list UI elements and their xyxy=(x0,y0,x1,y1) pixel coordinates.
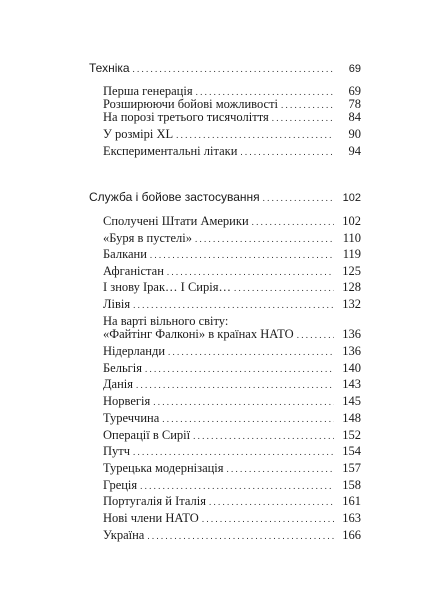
toc-entry-title: І знову Ірак… І Сирія… xyxy=(103,280,231,294)
toc-page-number: 125 xyxy=(342,264,361,278)
toc-page-number: 163 xyxy=(342,511,361,525)
toc-entry xyxy=(103,409,361,427)
toc-entry-title: Лівія xyxy=(103,297,131,311)
toc-entry-title: Греція xyxy=(103,478,138,492)
toc-page-number: 128 xyxy=(342,280,361,294)
toc-section-title: Техніка xyxy=(89,61,130,75)
toc-entry-title: Нідерланди xyxy=(103,344,166,358)
toc-section-title: Служба і бойове застосування xyxy=(89,190,260,204)
toc-entry xyxy=(103,245,361,263)
toc-entry-title: Афганістан xyxy=(103,264,164,278)
toc-page-number: 161 xyxy=(342,494,361,508)
toc-entry xyxy=(103,492,361,510)
toc-entry-title: Розширюючи бойові можливості xyxy=(103,97,279,111)
toc-entry-title: Путч xyxy=(103,444,131,458)
toc-entry-title: Експериментальні літаки xyxy=(103,144,238,158)
toc-entry-title: На порозі третього тисячоліття xyxy=(103,110,269,124)
toc-page-number: 102 xyxy=(342,214,361,228)
toc-page-number: 152 xyxy=(342,428,361,442)
toc-entry xyxy=(103,526,361,544)
toc-page-number: 132 xyxy=(342,297,361,311)
toc-entry-title: На варті вільного світу: xyxy=(103,314,229,328)
toc-page-number: 157 xyxy=(342,461,361,475)
toc-page-number: 154 xyxy=(342,444,361,458)
toc-entry-title: Перша генерація xyxy=(103,84,193,98)
dot-leader xyxy=(263,189,334,207)
toc-entry-title: Україна xyxy=(103,528,145,542)
toc-entry xyxy=(103,442,361,460)
toc-section-service xyxy=(89,188,361,206)
toc-page-number: 69 xyxy=(348,63,361,75)
toc-entry xyxy=(103,125,361,143)
toc-entry-title: Португалія й Італія xyxy=(103,494,206,508)
toc-entry-title: Турецька модернізація xyxy=(103,461,224,475)
toc-entry xyxy=(103,392,361,410)
toc-entry xyxy=(103,509,361,527)
toc-entry xyxy=(103,459,361,477)
toc-entry xyxy=(103,142,361,160)
toc-page-number: 148 xyxy=(342,411,361,425)
toc-entry xyxy=(103,325,361,343)
toc-entry-title: Норвегія xyxy=(103,394,151,408)
toc-entry xyxy=(103,295,361,313)
toc-page-number: 166 xyxy=(342,528,361,542)
toc-page-number: 110 xyxy=(342,231,361,245)
toc-entry-title: Балкани xyxy=(103,247,147,261)
toc-entry xyxy=(103,212,361,230)
toc-entry xyxy=(103,278,361,296)
toc-entry-title: Сполучені Штати Америки xyxy=(103,214,249,228)
toc-section-technique xyxy=(89,59,361,77)
toc-page-number: 136 xyxy=(342,327,361,341)
toc-page-number: 78 xyxy=(348,97,361,111)
toc-entry-title: Операції в Сирії xyxy=(103,428,191,442)
toc-page-number: 90 xyxy=(348,127,361,141)
toc-page-number: 94 xyxy=(348,144,361,158)
toc-entry-title: «Файтінг Фалконі» в країнах НАТО xyxy=(103,327,294,341)
toc-page-number: 143 xyxy=(342,377,361,391)
toc-entry-title: «Буря в пустелі» xyxy=(103,231,192,245)
dot-leader xyxy=(147,527,334,545)
dot-leader xyxy=(240,143,334,161)
toc-page-number: 119 xyxy=(342,247,361,261)
toc-entry xyxy=(103,108,361,126)
toc-page-number: 136 xyxy=(342,344,361,358)
toc-entry-title: Туреччина xyxy=(103,411,160,425)
toc-entry-title: Данія xyxy=(103,377,133,391)
toc-entry-title: Бельгія xyxy=(103,361,143,375)
toc-entry xyxy=(103,375,361,393)
toc-entry xyxy=(103,342,361,360)
toc-page-number: 84 xyxy=(348,110,361,124)
dot-leader xyxy=(133,60,334,78)
toc-entry-title: Нові члени НАТО xyxy=(103,511,199,525)
toc-page-number: 102 xyxy=(342,192,361,204)
toc-page-number: 145 xyxy=(342,394,361,408)
toc-page-number: 140 xyxy=(342,361,361,375)
toc-entry-title: У розмірі XL xyxy=(103,127,174,141)
toc-page-number: 69 xyxy=(348,84,361,98)
toc-page-number: 158 xyxy=(342,478,361,492)
